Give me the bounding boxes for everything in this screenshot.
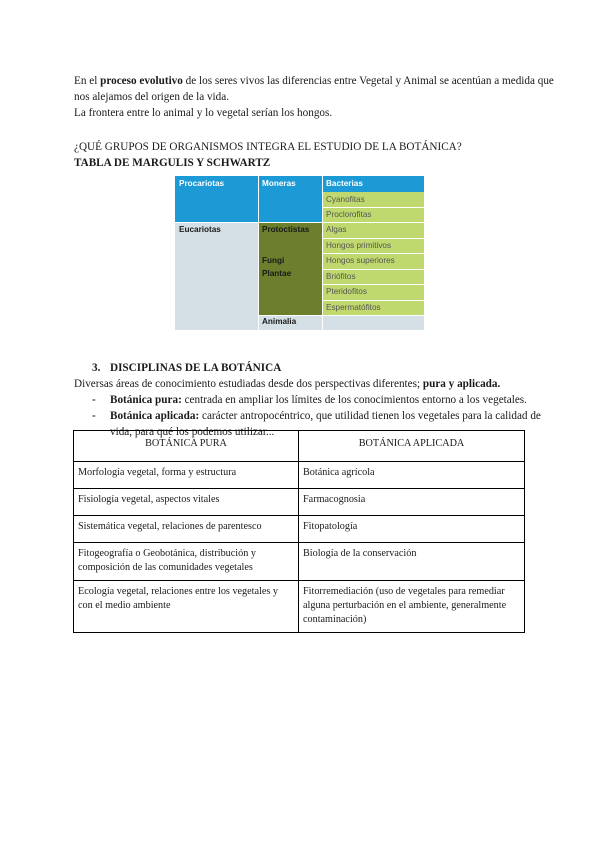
section-number: 3. [92, 362, 101, 374]
bullet-dash: - [92, 410, 96, 422]
table-cell: Fitopatología [299, 516, 525, 543]
table-cell: Morfología vegetal, forma y estructura [74, 462, 299, 489]
table-cell: Fitogeografía o Geobotánica, distribución y composición de las comunidades vegetales [74, 543, 299, 581]
desc-emphasis: pura y aplicada. [422, 378, 501, 390]
header-botanica-pura: BOTÁNICA PURA [74, 431, 299, 462]
procariotas-label: Procariotas [179, 179, 225, 188]
aplicada-label: Botánica aplicada: [110, 410, 200, 422]
intro-line-2: nos alejamos del origen de la vida. [74, 91, 230, 103]
aplicada-text: carácter antropocéntrico, que utilidad tienen los vegetales para la calidad de [199, 410, 541, 422]
animalia-empty-cell [322, 315, 424, 330]
briofitos-label: Briófitos [326, 272, 356, 281]
hongos-primitivos-label: Hongos primitivos [326, 241, 392, 250]
intro-text: En el [74, 75, 101, 87]
section-heading [92, 360, 281, 376]
eucariotas-label: Eucariotas [179, 225, 221, 234]
table-cell: Sistemática vegetal, relaciones de parentesco [74, 516, 299, 543]
table-cell: Botánica agrícola [299, 462, 525, 489]
table-row [74, 581, 525, 633]
pura-label: Botánica pura: [110, 394, 182, 406]
cyanofitas-label: Cyanofitas [326, 195, 365, 204]
desc-text: Diversas áreas de conocimiento estudiadas desde dos perspectivas diferentes; [74, 378, 423, 390]
protoctistas-label: Protoctistas [262, 225, 310, 234]
disciplines-table [73, 430, 525, 633]
aplicada-text-2: vida, para qué los podemos utilizar... [110, 426, 275, 438]
intro-emphasis: proceso evolutivo [100, 75, 183, 87]
pura-text: centrada en ampliar los límites de los conocimientos entorno a los vegetales. [181, 394, 527, 406]
table-header-row [74, 431, 525, 462]
intro-line-1 [74, 73, 554, 89]
intro-text: de los seres vivos las diferencias entre Vegetal y Animal se acentúan a medida que [182, 75, 554, 87]
margulis-table [175, 176, 424, 330]
section-description [74, 376, 500, 392]
table-cell: Farmacognosia [299, 489, 525, 516]
table-cell: Biología de la conservación [299, 543, 525, 581]
fungi-label: Fungi [262, 256, 285, 265]
table-row [74, 462, 525, 489]
animalia-label: Animalia [262, 317, 297, 326]
section-title: DISCIPLINAS DE LA BOTÁNICA [110, 362, 282, 374]
bullet-dash: - [92, 394, 96, 406]
plantae-label: Plantae [262, 269, 292, 278]
table-cell: Fisiología vegetal, aspectos vitales [74, 489, 299, 516]
table-row [74, 543, 525, 581]
table-title: TABLA DE MARGULIS Y SCHWARTZ [74, 157, 271, 169]
pteridofitos-label: Pteridofitos [326, 287, 367, 296]
eucariotas-cell [175, 222, 258, 330]
question-heading: ¿QUÉ GRUPOS DE ORGANISMOS INTEGRA EL ESTUDIO DE LA BOTÁNICA? [74, 141, 462, 153]
espermatofitos-label: Espermatófitos [326, 303, 381, 312]
table-row [74, 489, 525, 516]
hongos-superiores-label: Hongos superiores [326, 256, 395, 265]
intro-line-3: La frontera entre lo animal y lo vegetal serían los hongos. [74, 107, 333, 119]
table-row [74, 516, 525, 543]
bacterias-label: Bacterias [326, 179, 363, 188]
moneras-label: Moneras [262, 179, 296, 188]
algas-label: Algas [326, 225, 347, 234]
table-cell: Ecología vegetal, relaciones entre los vegetales y con el medio ambiente [74, 581, 299, 633]
table-cell: Fitorremediación (uso de vegetales para remediar alguna perturbación en el ambiente, generalmente contaminación) [299, 581, 525, 633]
proclorofitas-label: Proclorofitas [326, 210, 372, 219]
header-botanica-aplicada: BOTÁNICA APLICADA [299, 431, 525, 462]
